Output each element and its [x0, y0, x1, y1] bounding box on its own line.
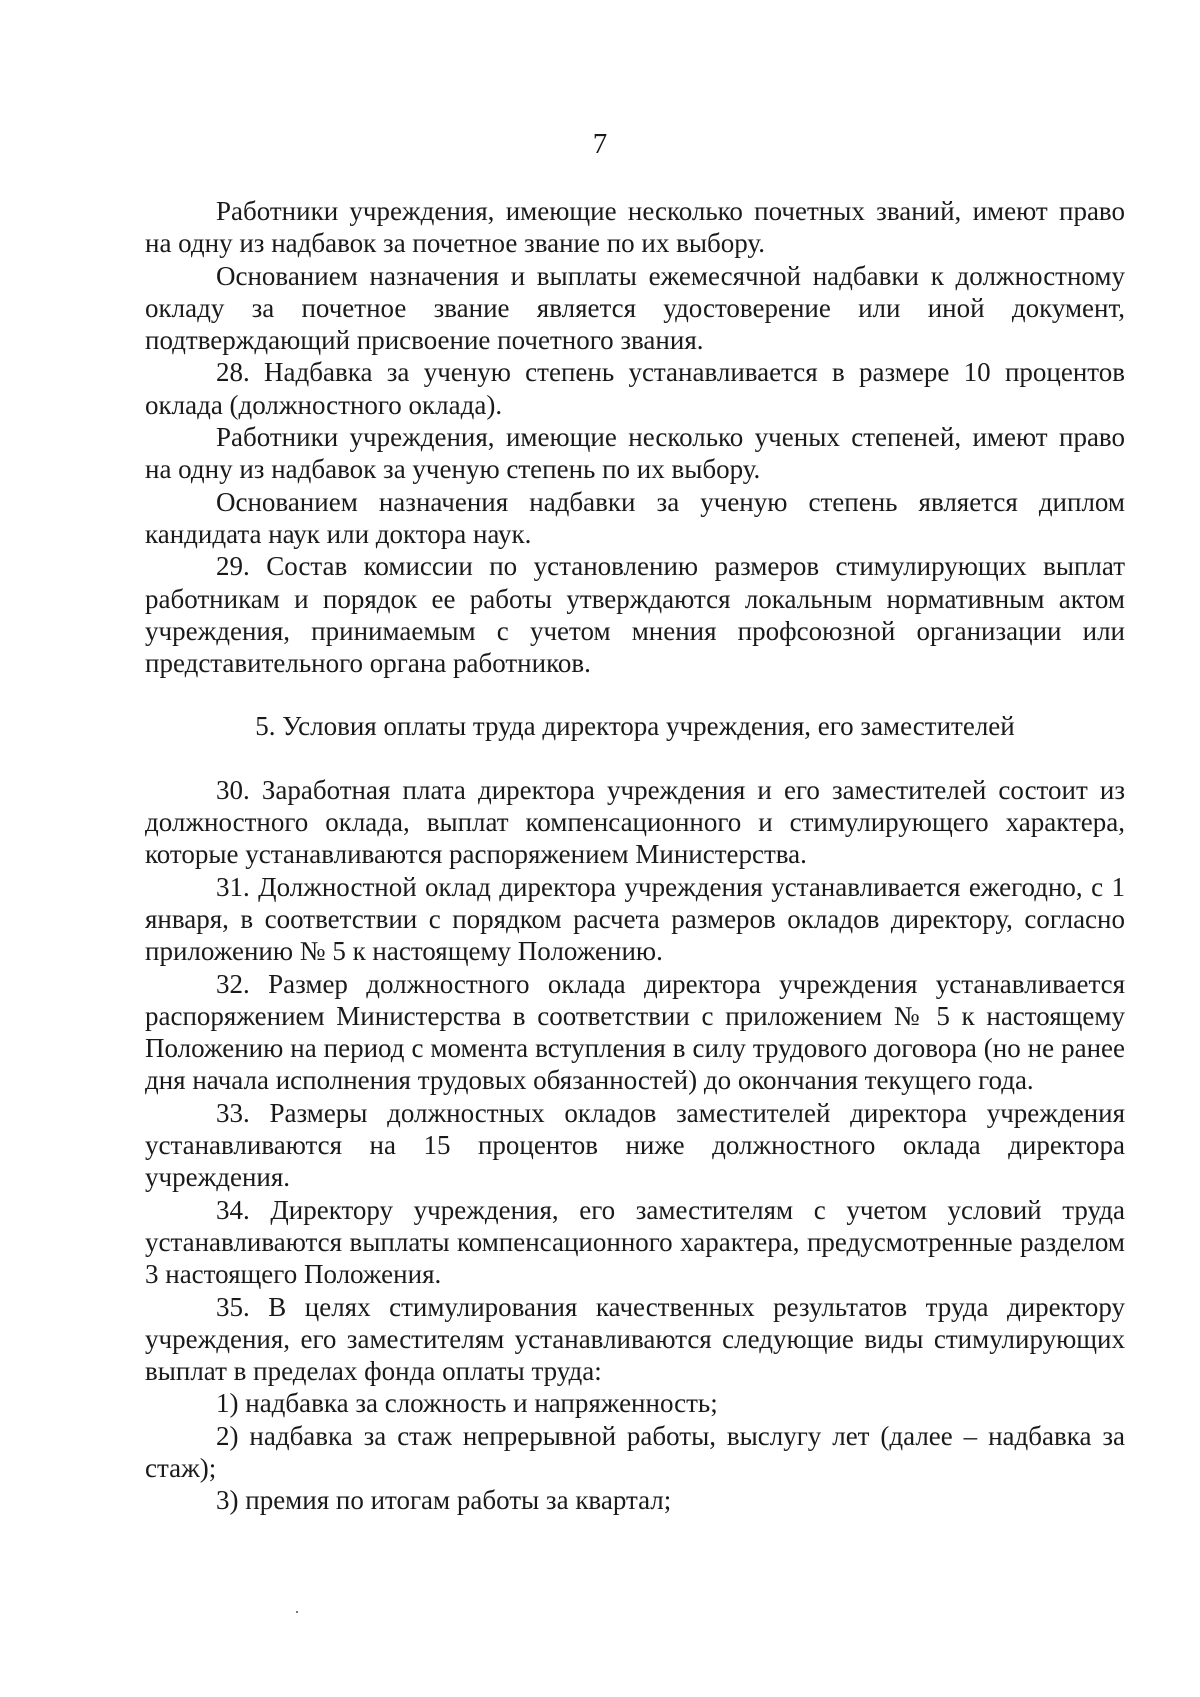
- document-body: [145, 195, 1125, 1517]
- paragraph-honorary-title-basis: Основанием назначения и выплаты ежемесячной надбавки к должностному окладу за почетное звание является удостоверение или иной документ, подтверждающий присвоение почетного звания.: [145, 260, 1125, 356]
- page-number: 7: [592, 128, 608, 160]
- paragraph-degrees-choice: Работники учреждения, имеющие несколько ученых степеней, имеют право на одну из надбавок за ученую степень по их выбору.: [145, 422, 1125, 485]
- paragraph-30-salary: 30. Заработная плата директора учреждения и его заместителей состоит из должностного оклада, выплат компенсационного и стимулирующего характера, которые устанавливаются распоряжением Министерства.: [145, 774, 1125, 870]
- scan-speck: [296, 1611, 298, 1613]
- paragraph-34-compensation: 34. Директору учреждения, его заместителям с учетом условий труда устанавливаются выплаты компенсационного характера, предусмотренные разделом 3 настоящего Положения.: [145, 1194, 1125, 1290]
- paragraph-28-degree-allowance: 28. Надбавка за ученую степень устанавливается в размере 10 процентов оклада (должностного оклада).: [145, 357, 1125, 420]
- paragraph-35-incentives: 35. В целях стимулирования качественных результатов труда директору учреждения, его заместителям устанавливаются следующие виды стимулирующих выплат в пределах фонда оплаты труда:: [145, 1291, 1125, 1387]
- list-item-complexity-allowance: 1) надбавка за сложность и напряженность;: [216, 1388, 718, 1419]
- paragraph-29-commission: 29. Состав комиссии по установлению размеров стимулирующих выплат работникам и порядок ее работы утверждаются локальным нормативным актом учреждения, принимаемым с учетом мнения профсоюзной организации или представительного органа работников.: [145, 551, 1125, 679]
- paragraph-honorary-titles-choice: Работники учреждения, имеющие несколько почетных званий, имеют право на одну из надбавок за почетное звание по их выбору.: [145, 196, 1125, 259]
- list-item-quarterly-bonus: 3) премия по итогам работы за квартал;: [216, 1485, 672, 1516]
- paragraph-32-salary-size: 32. Размер должностного оклада директора учреждения устанавливается распоряжением Министерства в соответствии с приложением № 5 к настоящему Положению на период с момента вступления в силу трудового договора (но не ранее дня начала исполнения трудовых обязанностей) до окончания текущего года.: [145, 968, 1125, 1096]
- paragraph-degree-basis: Основанием назначения надбавки за ученую степень является диплом кандидата наук или доктора наук.: [145, 486, 1125, 549]
- list-item-seniority-allowance: 2) надбавка за стаж непрерывной работы, выслугу лет (далее – надбавка за стаж);: [145, 1420, 1125, 1483]
- section-heading-wrapper: [145, 679, 1125, 773]
- section-heading: 5. Условия оплаты труда директора учреждения, его заместителей: [255, 711, 1015, 742]
- paragraph-33-deputy-salaries: 33. Размеры должностных окладов заместителей директора учреждения устанавливаются на 15 процентов ниже должностного оклада директора учреждения.: [145, 1097, 1125, 1193]
- paragraph-31-official-salary: 31. Должностной оклад директора учреждения устанавливается ежегодно, с 1 января, в соответствии с порядком расчета размеров окладов директору, согласно приложению № 5 к настоящему Положению.: [145, 871, 1125, 967]
